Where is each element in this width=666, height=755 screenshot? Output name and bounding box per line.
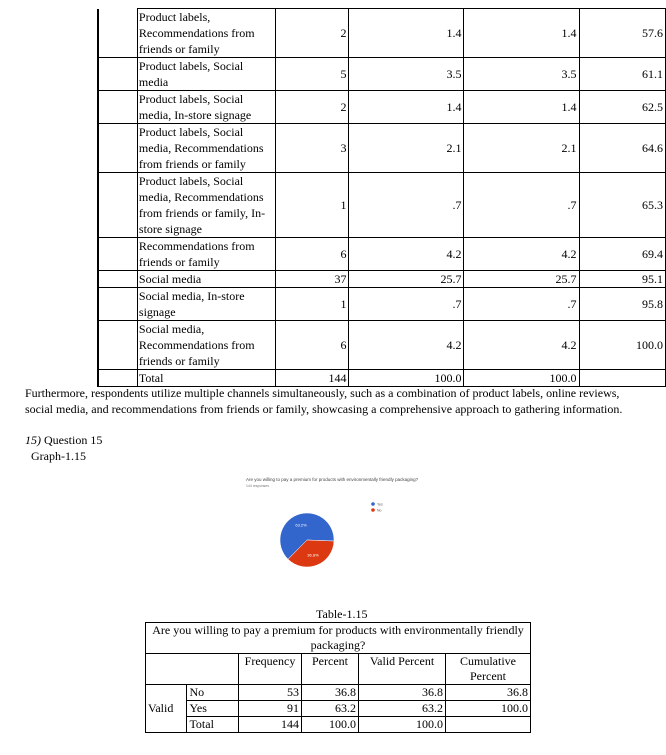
cumulative-percent-cell: 64.6 (579, 124, 666, 173)
body-paragraph: Furthermore, respondents utilize multiple channels simultaneously, such as a combination of product labels, online reviews, social media, and recommendations from friends or family, showcasing a comprehensive approach to gathering information. (25, 386, 623, 416)
frequency-cell: 91 (239, 701, 302, 717)
percent-cell: 4.2 (349, 238, 464, 271)
table-row (98, 238, 666, 271)
valid-percent-cell: 100.0 (464, 370, 579, 387)
row-stub (98, 124, 137, 173)
valid-percent-cell: .7 (464, 173, 579, 238)
frequency-cell: 2 (276, 9, 349, 58)
row-stub (98, 288, 137, 321)
percent-cell: 100.0 (302, 717, 359, 733)
frequency-cell: 144 (276, 370, 349, 387)
row-stub (98, 238, 137, 271)
row-label: Total (137, 370, 276, 387)
cumulative-percent-cell: 95.8 (579, 288, 666, 321)
question-number: 15) (25, 433, 41, 447)
frequency-cell: 2 (276, 91, 349, 124)
row-stub (98, 91, 137, 124)
percent-cell: 2.1 (349, 124, 464, 173)
question-heading (25, 433, 102, 448)
percent-cell: 36.8 (302, 685, 359, 701)
header-cumulative-percent: Cumulative Percent (446, 654, 531, 685)
table-title: Are you willing to pay a premium for products with environmentally friendly packaging? (146, 623, 531, 654)
table-row (98, 271, 666, 288)
cumulative-percent-cell: 100.0 (446, 701, 531, 717)
cumulative-percent-cell: 57.6 (579, 9, 666, 58)
cumulative-percent-cell: 65.3 (579, 173, 666, 238)
valid-percent-cell: 36.8 (359, 685, 446, 701)
cumulative-percent-cell: 36.8 (446, 685, 531, 701)
valid-percent-cell: .7 (464, 288, 579, 321)
row-stub (98, 58, 137, 91)
pie-chart (226, 474, 446, 594)
percent-cell: 4.2 (349, 321, 464, 370)
frequency-cell: 53 (239, 685, 302, 701)
percent-cell: 1.4 (349, 91, 464, 124)
row-stub (98, 321, 137, 370)
percent-cell: .7 (349, 173, 464, 238)
row-label: Social media (137, 271, 276, 288)
row-label: Recommendations from friends or family (137, 238, 276, 271)
valid-percent-cell: 63.2 (359, 701, 446, 717)
header-frequency: Frequency (239, 654, 302, 685)
cumulative-percent-cell: 100.0 (579, 321, 666, 370)
valid-percent-cell: 1.4 (464, 91, 579, 124)
percent-cell: 25.7 (349, 271, 464, 288)
table-caption: Table-1.15 (316, 607, 368, 621)
frequency-table-body (98, 9, 666, 387)
table-row (98, 91, 666, 124)
legend-label: Yes (377, 502, 383, 507)
row-label: Product labels, Social media, Recommendations from friends or family, In-store signage (137, 173, 276, 238)
table-row (98, 173, 666, 238)
chart-title: Are you willing to pay a premium for products with environmentally friendly packaging? (246, 477, 419, 482)
slice-data-label: 36.8% (307, 552, 319, 558)
row-stub (98, 173, 137, 238)
premium-frequency-table (145, 622, 531, 733)
table-row (98, 124, 666, 173)
percent-cell: 3.5 (349, 58, 464, 91)
row-label: Product labels, Recommendations from friends or family (137, 9, 276, 58)
cumulative-percent-cell: 95.1 (579, 271, 666, 288)
cumulative-percent-cell (579, 370, 666, 387)
percent-cell: .7 (349, 288, 464, 321)
cumulative-percent-cell (446, 717, 531, 733)
row-stub (98, 9, 137, 58)
cumulative-percent-cell: 69.4 (579, 238, 666, 271)
row-label: Product labels, Social media, Recommendations from friends or family (137, 124, 276, 173)
frequency-cell: 6 (276, 321, 349, 370)
header-percent: Percent (302, 654, 359, 685)
table-row (146, 717, 531, 733)
table-row (98, 9, 666, 58)
frequency-cell: 1 (276, 288, 349, 321)
row-label: Social media, Recommendations from friends or family (137, 321, 276, 370)
valid-percent-cell: 4.2 (464, 321, 579, 370)
valid-percent-cell: 2.1 (464, 124, 579, 173)
row-stub (98, 271, 137, 288)
chart-legend (371, 502, 383, 512)
table-row (98, 370, 666, 387)
pie-slices (280, 513, 334, 567)
row-label: Product labels, Social media (137, 58, 276, 91)
row-label: Yes (187, 701, 239, 717)
legend-swatch (371, 502, 375, 506)
slice-data-label: 63.2% (295, 522, 307, 528)
frequency-cell: 144 (239, 717, 302, 733)
cumulative-percent-cell: 62.5 (579, 91, 666, 124)
frequency-cell: 3 (276, 124, 349, 173)
row-label: Social media, In-store signage (137, 288, 276, 321)
percent-cell: 63.2 (302, 701, 359, 717)
legend-label: No (377, 508, 382, 513)
table-row (146, 685, 531, 701)
header-valid-percent: Valid Percent (359, 654, 446, 685)
frequency-cell: 37 (276, 271, 349, 288)
graph-label: Graph-1.15 (31, 449, 86, 463)
chart-subtitle: 144 responses (246, 484, 269, 488)
frequency-cell: 6 (276, 238, 349, 271)
row-label: No (187, 685, 239, 701)
row-label: Product labels, Social media, In-store signage (137, 91, 276, 124)
valid-percent-cell: 4.2 (464, 238, 579, 271)
table-row (146, 701, 531, 717)
table-row (98, 58, 666, 91)
valid-percent-cell: 3.5 (464, 58, 579, 91)
header-blank (146, 654, 239, 685)
percent-cell: 1.4 (349, 9, 464, 58)
cumulative-percent-cell: 61.1 (579, 58, 666, 91)
question-title: Question 15 (44, 433, 103, 447)
table-row (98, 321, 666, 370)
premium-table-body (146, 685, 531, 733)
percent-cell: 100.0 (349, 370, 464, 387)
row-stub (98, 370, 137, 387)
frequency-cell: 5 (276, 58, 349, 91)
table-row (98, 288, 666, 321)
frequency-cell: 1 (276, 173, 349, 238)
valid-percent-cell: 25.7 (464, 271, 579, 288)
valid-percent-cell: 100.0 (359, 717, 446, 733)
valid-percent-cell: 1.4 (464, 9, 579, 58)
row-label: Total (187, 717, 239, 733)
legend-swatch (371, 508, 375, 512)
frequency-table-continued (97, 8, 666, 387)
group-label: Valid (146, 685, 187, 733)
